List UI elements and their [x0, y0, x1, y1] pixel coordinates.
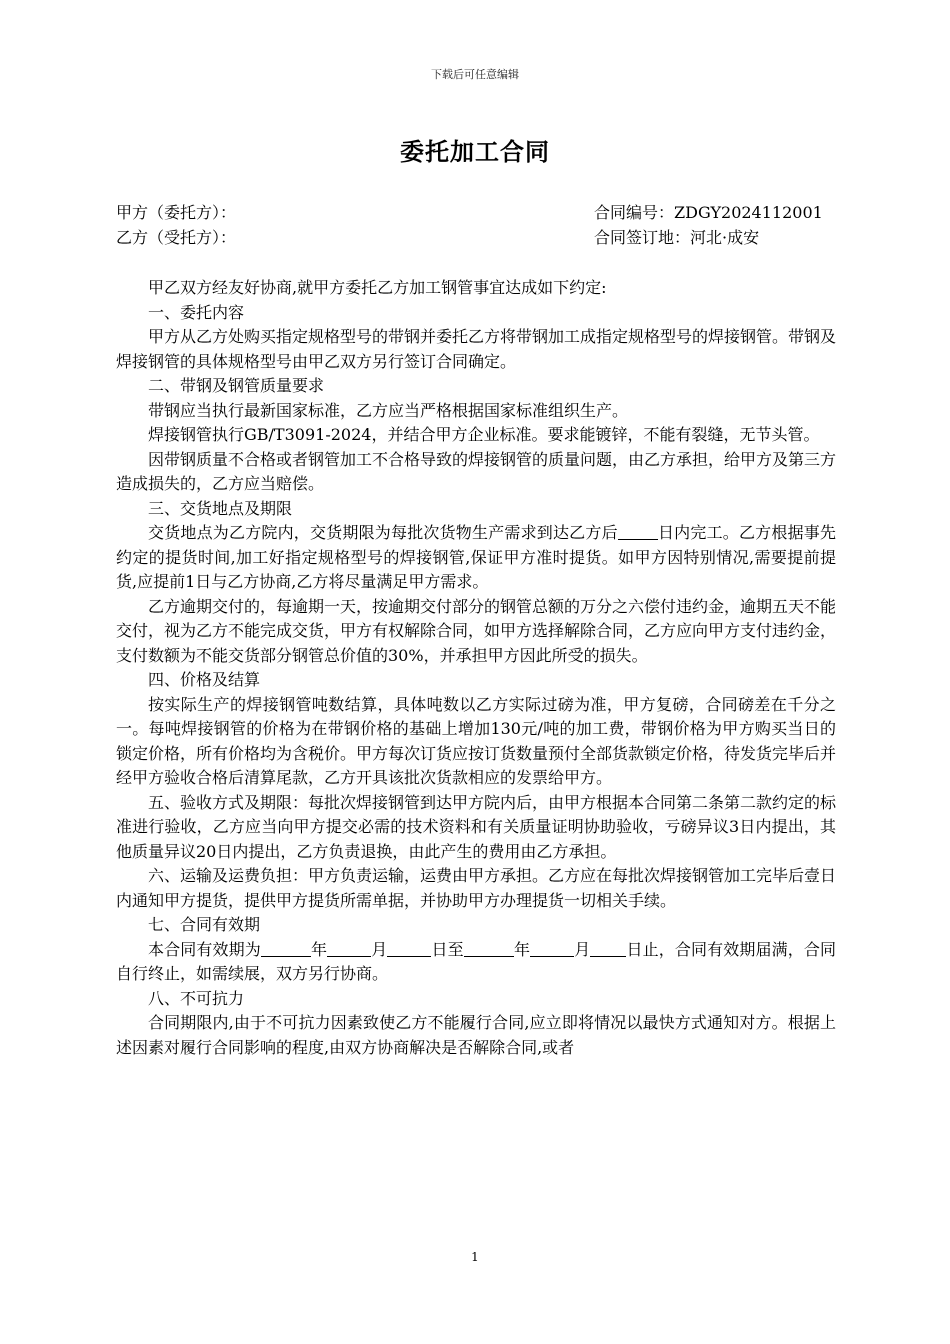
end-year-label: 年 [513, 939, 531, 959]
section-4-paragraph: 按实际生产的焊接钢管吨数结算，具体吨数以乙方实际过磅为准，甲方复磅，合同磅差在千分之一。每吨焊接钢管的价格为在带钢价格的基础上增加130元/吨的加工费，带钢价格为甲方购买当日的锁定价格，所有价格均为含税价。甲方每次订货应按订货数量预付全部货款锁定价格，待发货完毕后并经甲方验收合格后清算尾款，乙方开具该批次货款相应的发票给甲方。 [116, 694, 837, 787]
start-month-blank[interactable] [327, 940, 371, 957]
start-year-label: 年 [310, 939, 328, 959]
start-year-blank[interactable] [261, 940, 311, 957]
day-to-label: 日至 [431, 939, 464, 959]
section-2-paragraph-3: 因带钢质量不合格或者钢管加工不合格导致的焊接钢管的质量问题，由乙方承担，给甲方及第三方造成损失的，乙方应当赔偿。 [116, 449, 837, 493]
section-8-title: 八、不可抗力 [148, 988, 245, 1008]
party-row-a [116, 200, 836, 225]
signing-place: 合同签订地：河北·成安 [594, 228, 760, 247]
end-day-blank[interactable] [590, 940, 626, 957]
delivery-text-b: 日内完工。乙方根据事先约定的提货时间,加工好指定规格型号的焊接钢管,保证甲方准时提货。如甲方因特别情况,需要提前提货,应提前1日与乙方协商,乙方将尽量满足甲方需求。 [116, 523, 836, 591]
section-3-paragraph-2: 乙方逾期交付的，每逾期一天，按逾期交付部分的钢管总额的万分之六偿付违约金，逾期五天不能交付，视为乙方不能完成交货，甲方有权解除合同，如甲方选择解除合同，乙方应向甲方支付违约金，支付数额为不能交货部分钢管总价值的30%，并承担甲方因此所受的损失。 [116, 596, 837, 665]
section-7-title: 七、合同有效期 [148, 915, 261, 934]
end-month-blank[interactable] [530, 940, 574, 957]
contract-title: 委托加工合同 [400, 138, 550, 166]
delivery-days-blank[interactable] [618, 523, 658, 540]
end-year-blank[interactable] [464, 940, 514, 957]
party-info [116, 200, 836, 250]
section-6-paragraph: 六、运输及运费负担：甲方负责运输，运费由甲方承担。乙方应在每批次焊接钢管加工完毕后壹日内通知甲方提货，提供甲方提货所需单据，并协助甲方办理提货一切相关手续。 [116, 866, 837, 910]
validity-text-a: 本合同有效期为 [148, 939, 261, 959]
section-3-title: 三、交货地点及期限 [148, 498, 293, 518]
section-3-paragraph-1 [116, 521, 836, 595]
end-month-label: 月 [574, 939, 591, 959]
section-8-paragraph: 合同期限内,由于不可抗力因素致使乙方不能履行合同,应立即将情况以最快方式通知对方。根据上述因素对履行合同影响的程度,由双方协商解决是否解除合同,或者 [116, 1013, 836, 1057]
header-note: 下载后可任意编辑 [431, 68, 519, 81]
section-2-paragraph-1: 带钢应当执行最新国家标准，乙方应当严格根据国家标准组织生产。 [148, 400, 629, 420]
validity-text-b: 日止，合同有效期届满，合同自行终止，如需续展，双方另行协商。 [116, 939, 836, 983]
party-b-label: 乙方（受托方）： [116, 228, 237, 247]
section-1-title: 一、委托内容 [148, 302, 245, 322]
contract-body [116, 276, 836, 1060]
section-1-paragraph: 甲方从乙方处购买指定规格型号的带钢并委托乙方将带钢加工成指定规格型号的焊接钢管。带钢及焊接钢管的具体规格型号由甲乙双方另行签订合同确定。 [116, 327, 837, 371]
section-5-paragraph: 五、验收方式及期限：每批次焊接钢管到达甲方院内后，由甲方根据本合同第二条第二款约定的标准进行验收，乙方应当向甲方提交必需的技术资料和有关质量证明协助验收，亏磅异议3日内提出，其他质量异议20日内提出，乙方负责退换，由此产生的费用由乙方承担。 [116, 792, 837, 861]
section-2-paragraph-2: 焊接钢管执行GB/T3091-2024，并结合甲方企业标准。要求能镀锌，不能有裂缝，无节头管。 [148, 425, 820, 444]
party-a-label: 甲方（委托方）： [116, 203, 237, 222]
section-4-title: 四、价格及结算 [148, 670, 261, 689]
page-number: 1 [471, 1250, 479, 1264]
delivery-text-a: 交货地点为乙方院内，交货期限为每批次货物生产需求到达乙方后 [148, 523, 618, 542]
intro-paragraph: 甲乙双方经友好协商,就甲方委托乙方加工钢管事宜达成如下约定: [148, 278, 607, 297]
section-7-paragraph [116, 938, 836, 987]
contract-number: 合同编号：ZDGY2024112001 [594, 203, 823, 222]
section-2-title: 二、带钢及钢管质量要求 [148, 376, 325, 395]
party-row-b [116, 225, 836, 250]
start-month-label: 月 [371, 939, 388, 959]
start-day-blank[interactable] [387, 940, 431, 957]
